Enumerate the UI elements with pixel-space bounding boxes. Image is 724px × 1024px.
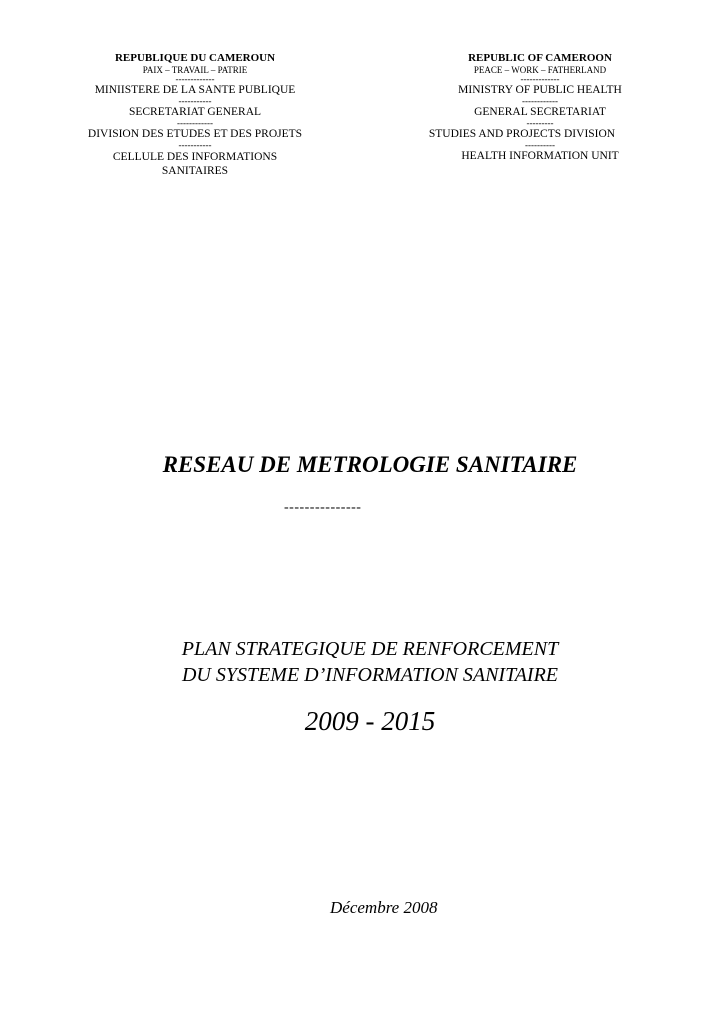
separator: ----------- bbox=[178, 140, 212, 150]
plan-period: 2009 - 2015 bbox=[304, 706, 436, 736]
plan-title-line2: DU SYSTEME D’INFORMATION SANITAIRE bbox=[181, 664, 559, 686]
unit-fr-line1: CELLULE DES INFORMATIONS bbox=[112, 151, 278, 163]
motto-en: PEACE – WORK – FATHERLAND bbox=[473, 65, 607, 75]
country-name-en: REPUBLIC OF CAMEROON bbox=[468, 52, 612, 64]
plan-title-line1: PLAN STRATEGIQUE DE RENFORCEMENT bbox=[181, 638, 559, 660]
ministry-en: MINISTRY OF PUBLIC HEALTH bbox=[458, 84, 622, 96]
secretariat-en: GENERAL SECRETARIAT bbox=[474, 106, 606, 118]
unit-fr-line2: SANITAIRES bbox=[161, 165, 229, 177]
unit-en: HEALTH INFORMATION UNIT bbox=[461, 150, 619, 162]
header-french bbox=[60, 53, 330, 178]
country-name-fr: REPUBLIQUE DU CAMEROUN bbox=[114, 52, 276, 64]
division-en: STUDIES AND PROJECTS DIVISION bbox=[428, 128, 616, 140]
motto-fr: PAIX – TRAVAIL – PATRIE bbox=[142, 65, 248, 75]
separator: ------------ bbox=[522, 96, 558, 106]
separator: ------------- bbox=[175, 74, 215, 84]
secretariat-fr: SECRETARIAT GENERAL bbox=[128, 106, 262, 118]
document-date: Décembre 2008 bbox=[330, 898, 438, 917]
plan-title bbox=[0, 636, 724, 688]
separator: ---------- bbox=[525, 140, 555, 150]
document-title: RESEAU DE METROLOGIE SANITAIRE bbox=[162, 452, 578, 477]
separator: ------------- bbox=[520, 74, 560, 84]
separator: ----------- bbox=[178, 96, 212, 106]
header-english bbox=[400, 53, 680, 163]
division-fr: DIVISION DES ETUDES ET DES PROJETS bbox=[87, 128, 303, 140]
separator: ------------ bbox=[177, 118, 213, 128]
title-separator: --------------- bbox=[284, 500, 362, 515]
separator: --------- bbox=[526, 118, 554, 128]
ministry-fr: MINIISTERE DE LA SANTE PUBLIQUE bbox=[94, 84, 296, 96]
